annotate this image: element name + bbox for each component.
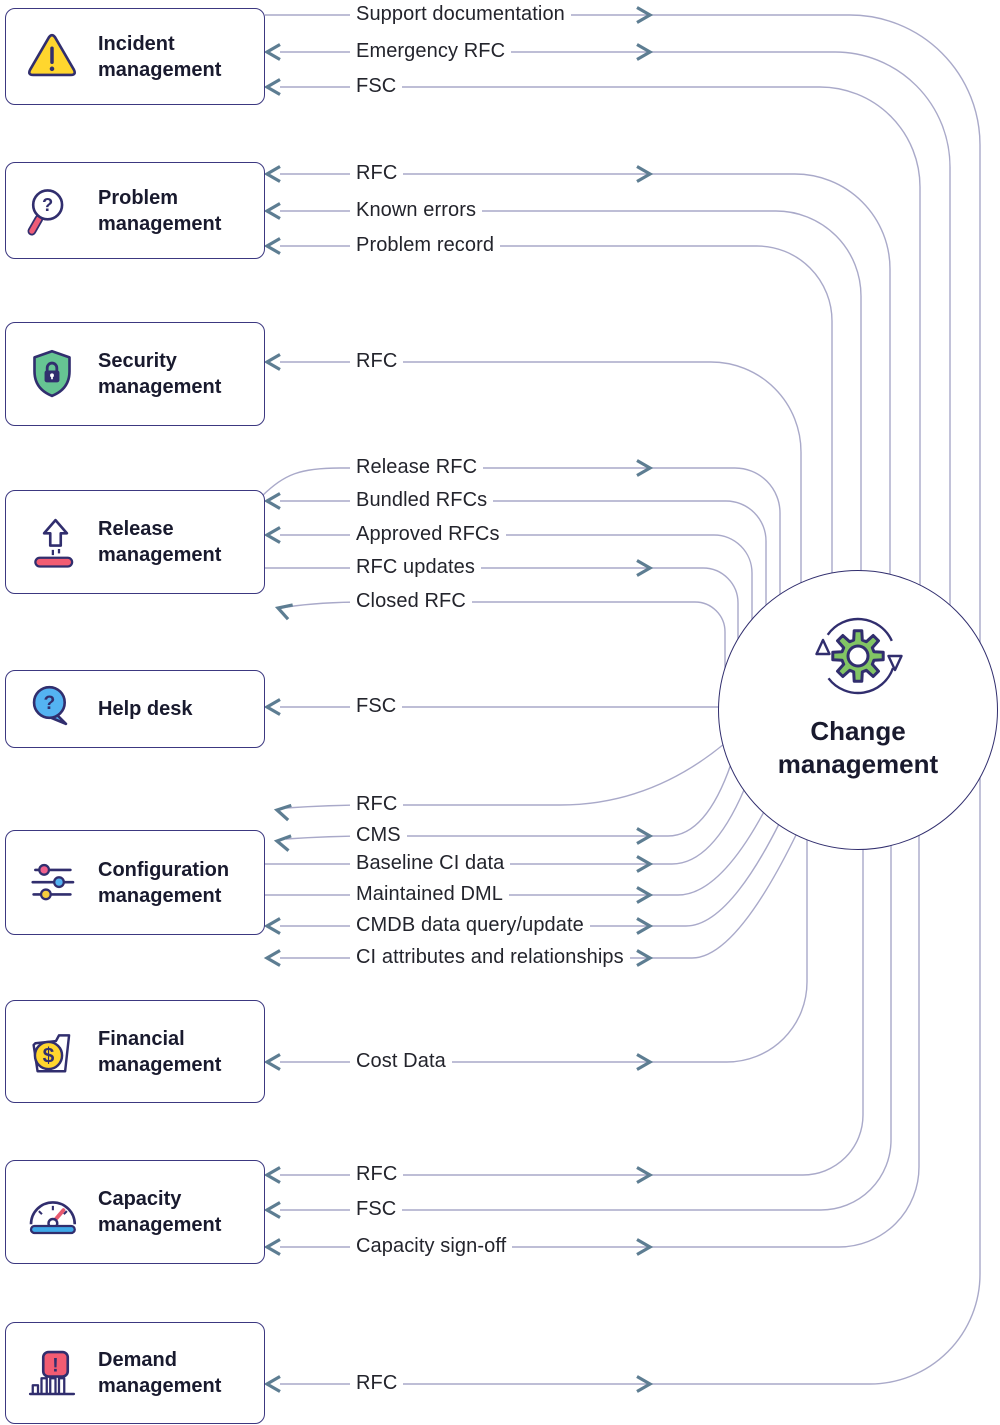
process-box-capacity-management bbox=[5, 1160, 265, 1264]
box-title bbox=[98, 1186, 221, 1238]
arrow-left-icon bbox=[276, 601, 293, 619]
connector-line bbox=[262, 468, 780, 606]
box-title-line: management bbox=[98, 1214, 222, 1236]
box-title-line: Problem bbox=[98, 186, 179, 209]
process-box-configuration-management bbox=[5, 830, 265, 935]
connection-label: FSC bbox=[350, 75, 402, 98]
connection-label: RFC bbox=[350, 162, 403, 185]
connection-label: Maintained DML bbox=[350, 883, 509, 906]
connection-label: Emergency RFC bbox=[350, 40, 511, 63]
connector-line bbox=[265, 808, 766, 895]
process-box-release-management bbox=[5, 490, 265, 594]
connection-label: Known errors bbox=[350, 199, 482, 222]
connection-label: CMS bbox=[350, 824, 407, 847]
process-box-incident-management bbox=[5, 8, 265, 105]
gauge-icon bbox=[24, 1184, 80, 1240]
arrow-left-icon bbox=[267, 919, 280, 934]
box-title-line: Demand bbox=[98, 1349, 177, 1371]
process-box-security-management bbox=[5, 322, 265, 426]
connection-label: Problem record bbox=[350, 234, 500, 257]
helpdesk-chat-icon bbox=[24, 681, 80, 737]
arrow-left-icon bbox=[267, 80, 280, 95]
cost-money-icon bbox=[24, 1024, 80, 1080]
arrow-left-icon bbox=[267, 1203, 280, 1218]
box-title bbox=[98, 516, 221, 568]
arrow-left-icon bbox=[267, 528, 280, 543]
arrow-left-icon bbox=[267, 1168, 280, 1183]
process-box-help-desk bbox=[5, 670, 265, 748]
box-title bbox=[98, 348, 221, 400]
box-title-line: management bbox=[98, 58, 222, 81]
svg-text:!: ! bbox=[52, 1355, 59, 1377]
connection-label: FSC bbox=[350, 1198, 402, 1221]
hub-title-line: management bbox=[777, 749, 939, 779]
svg-text:$: $ bbox=[42, 1044, 55, 1067]
connector-line bbox=[287, 602, 725, 676]
box-title-line: management bbox=[98, 376, 222, 398]
gear-sync-icon bbox=[803, 609, 913, 705]
process-box-financial-management bbox=[5, 1000, 265, 1103]
box-title-line: Release bbox=[98, 518, 174, 540]
arrow-left-icon bbox=[276, 834, 291, 851]
hub-title bbox=[778, 715, 938, 781]
box-title bbox=[98, 1347, 221, 1399]
hub-title-line: Change bbox=[810, 716, 906, 746]
box-title-line: management bbox=[98, 212, 222, 235]
connection-label: CI attributes and relationships bbox=[350, 946, 630, 969]
arrow-left-icon bbox=[267, 1240, 280, 1255]
connection-label: Release RFC bbox=[350, 456, 483, 479]
box-title-line: Incident bbox=[98, 32, 175, 55]
box-title bbox=[98, 185, 221, 237]
box-title bbox=[98, 857, 229, 909]
connection-label: RFC bbox=[350, 350, 403, 373]
box-title-line: management bbox=[98, 544, 222, 566]
warning-triangle-icon bbox=[24, 29, 80, 85]
connection-label: RFC bbox=[350, 793, 403, 816]
arrow-left-icon bbox=[267, 951, 280, 966]
shield-lock-icon bbox=[24, 346, 80, 402]
change-management-hub bbox=[718, 570, 998, 850]
box-title bbox=[98, 696, 192, 722]
arrow-left-icon bbox=[267, 1377, 280, 1392]
connection-label: Cost Data bbox=[350, 1050, 452, 1073]
arrow-left-icon bbox=[267, 700, 280, 715]
box-title bbox=[98, 1026, 221, 1078]
release-upload-icon bbox=[24, 514, 80, 570]
connection-label: FSC bbox=[350, 695, 402, 718]
process-box-problem-management bbox=[5, 162, 265, 259]
arrow-left-icon bbox=[275, 803, 291, 820]
connection-label: Closed RFC bbox=[350, 590, 472, 613]
arrow-left-icon bbox=[267, 45, 280, 60]
connection-label: Approved RFCs bbox=[350, 523, 506, 546]
box-title bbox=[98, 31, 221, 83]
connection-label: Baseline CI data bbox=[350, 852, 510, 875]
connector-line bbox=[265, 568, 738, 650]
connection-label: RFC bbox=[350, 1163, 403, 1186]
sliders-icon bbox=[24, 855, 80, 911]
box-title-line: Help desk bbox=[98, 698, 193, 720]
connector-line bbox=[280, 535, 752, 631]
connection-label: Bundled RFCs bbox=[350, 489, 493, 512]
box-title-line: Configuration bbox=[98, 858, 230, 881]
box-title-line: management bbox=[98, 1375, 222, 1397]
box-title-line: management bbox=[98, 884, 222, 907]
svg-text:?: ? bbox=[42, 193, 54, 215]
process-box-demand-management bbox=[5, 1322, 265, 1424]
svg-text:?: ? bbox=[43, 693, 56, 714]
arrow-left-icon bbox=[267, 204, 280, 219]
box-title-line: Capacity bbox=[98, 1188, 182, 1210]
connection-label: RFC bbox=[350, 1372, 403, 1395]
demand-chart-icon bbox=[24, 1345, 80, 1401]
connection-label: RFC updates bbox=[350, 556, 481, 579]
connection-label: Support documentation bbox=[350, 3, 571, 26]
arrow-left-icon bbox=[267, 355, 280, 370]
connection-label: CMDB data query/update bbox=[350, 914, 590, 937]
magnifier-question-icon bbox=[24, 183, 80, 239]
box-title-line: Financial bbox=[98, 1027, 185, 1050]
box-title-line: management bbox=[98, 1053, 222, 1076]
arrow-left-icon bbox=[267, 1055, 280, 1070]
arrow-left-icon bbox=[267, 239, 280, 254]
box-title-line: Security bbox=[98, 350, 177, 372]
arrow-left-icon bbox=[267, 167, 280, 182]
connection-label: Capacity sign-off bbox=[350, 1235, 512, 1258]
arrow-left-icon bbox=[267, 494, 280, 509]
